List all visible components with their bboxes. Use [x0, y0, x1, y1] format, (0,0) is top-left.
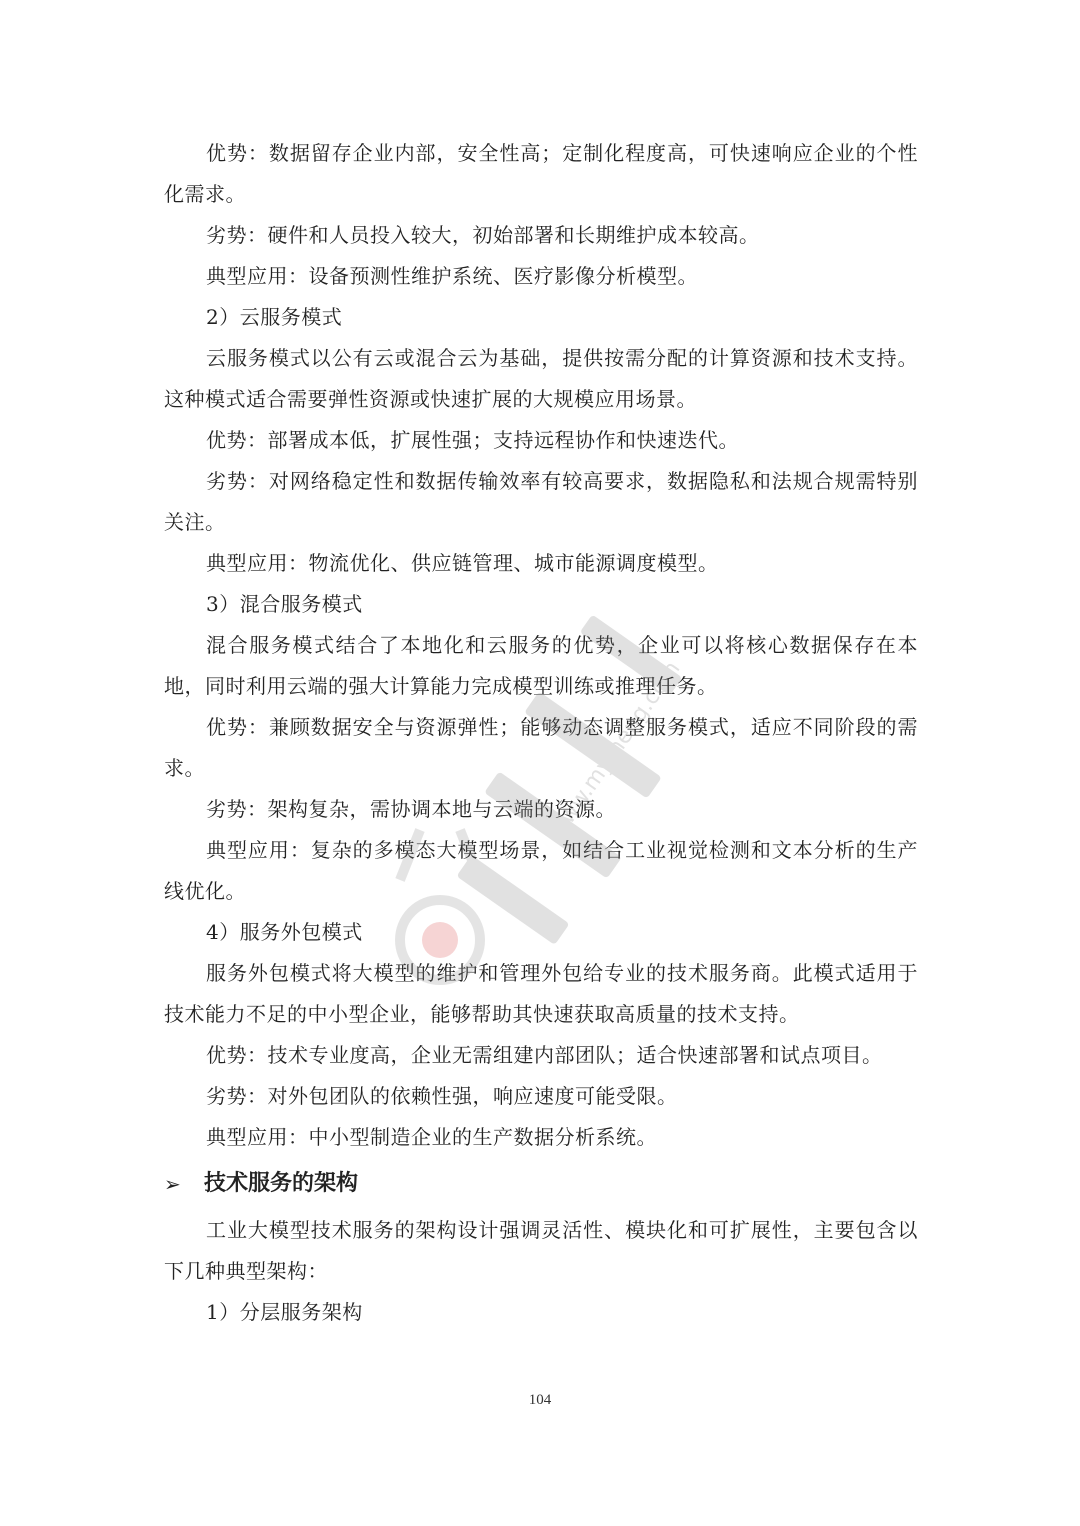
- section-heading: [164, 1158, 918, 1210]
- paragraph-typical-outsourcing: 典型应用：中小型制造企业的生产数据分析系统。: [206, 1125, 657, 1149]
- subheading-outsourcing-service: 4）服务外包模式: [206, 920, 363, 944]
- paragraph-disadvantage-hybrid: 劣势：架构复杂，需协调本地与云端的资源。: [206, 797, 616, 821]
- page-number: 104: [528, 1392, 552, 1408]
- paragraph-typical-cloud: 典型应用：物流优化、供应链管理、城市能源调度模型。: [206, 551, 719, 575]
- paragraph-typical-hybrid: 典型应用：复杂的多模态大模型场景，如结合工业视觉检测和文本分析的生产线优化。: [164, 838, 918, 903]
- watermark-url: www.mymeng.com: [544, 656, 686, 844]
- paragraph-disadvantage-cloud: 劣势：对网络稳定性和数据传输效率有较高要求，数据隐私和法规合规需特别关注。: [164, 469, 918, 534]
- subheading-cloud-service: 2）云服务模式: [206, 305, 343, 329]
- page-content: [164, 133, 918, 1333]
- subheading-layered-architecture: 1）分层服务架构: [206, 1300, 363, 1324]
- arrow-bullet-icon: ➢: [164, 1172, 181, 1196]
- paragraph-disadvantage-local: 劣势：硬件和人员投入较大，初始部署和长期维护成本较高。: [206, 223, 760, 247]
- paragraph-cloud-intro: 云服务模式以公有云或混合云为基础，提供按需分配的计算资源和技术支持。这种模式适合需要弹性资源或快速扩展的大规模应用场景。: [164, 346, 918, 411]
- paragraph-typical-local: 典型应用：设备预测性维护系统、医疗影像分析模型。: [206, 264, 698, 288]
- subheading-hybrid-service: 3）混合服务模式: [206, 592, 363, 616]
- paragraph-advantage-local: 优势：数据留存企业内部，安全性高；定制化程度高，可快速响应企业的个性化需求。: [164, 141, 918, 206]
- paragraph-outsourcing-intro: 服务外包模式将大模型的维护和管理外包给专业的技术服务商。此模式适用于技术能力不足的中小型企业，能够帮助其快速获取高质量的技术支持。: [164, 961, 918, 1026]
- paragraph-disadvantage-outsourcing: 劣势：对外包团队的依赖性强，响应速度可能受限。: [206, 1084, 678, 1108]
- paragraph-hybrid-intro: 混合服务模式结合了本地化和云服务的优势，企业可以将核心数据保存在本地，同时利用云端的强大计算能力完成模型训练或推理任务。: [164, 633, 918, 698]
- paragraph-advantage-hybrid: 优势：兼顾数据安全与资源弹性；能够动态调整服务模式，适应不同阶段的需求。: [164, 715, 918, 780]
- paragraph-architecture-intro: 工业大模型技术服务的架构设计强调灵活性、模块化和可扩展性，主要包含以下几种典型架构：: [164, 1218, 918, 1283]
- paragraph-advantage-cloud: 优势：部署成本低，扩展性强；支持远程协作和快速迭代。: [206, 428, 739, 452]
- paragraph-advantage-outsourcing: 优势：技术专业度高，企业无需组建内部团队；适合快速部署和试点项目。: [206, 1043, 883, 1067]
- section-heading-text: 技术服务的架构: [204, 1171, 359, 1196]
